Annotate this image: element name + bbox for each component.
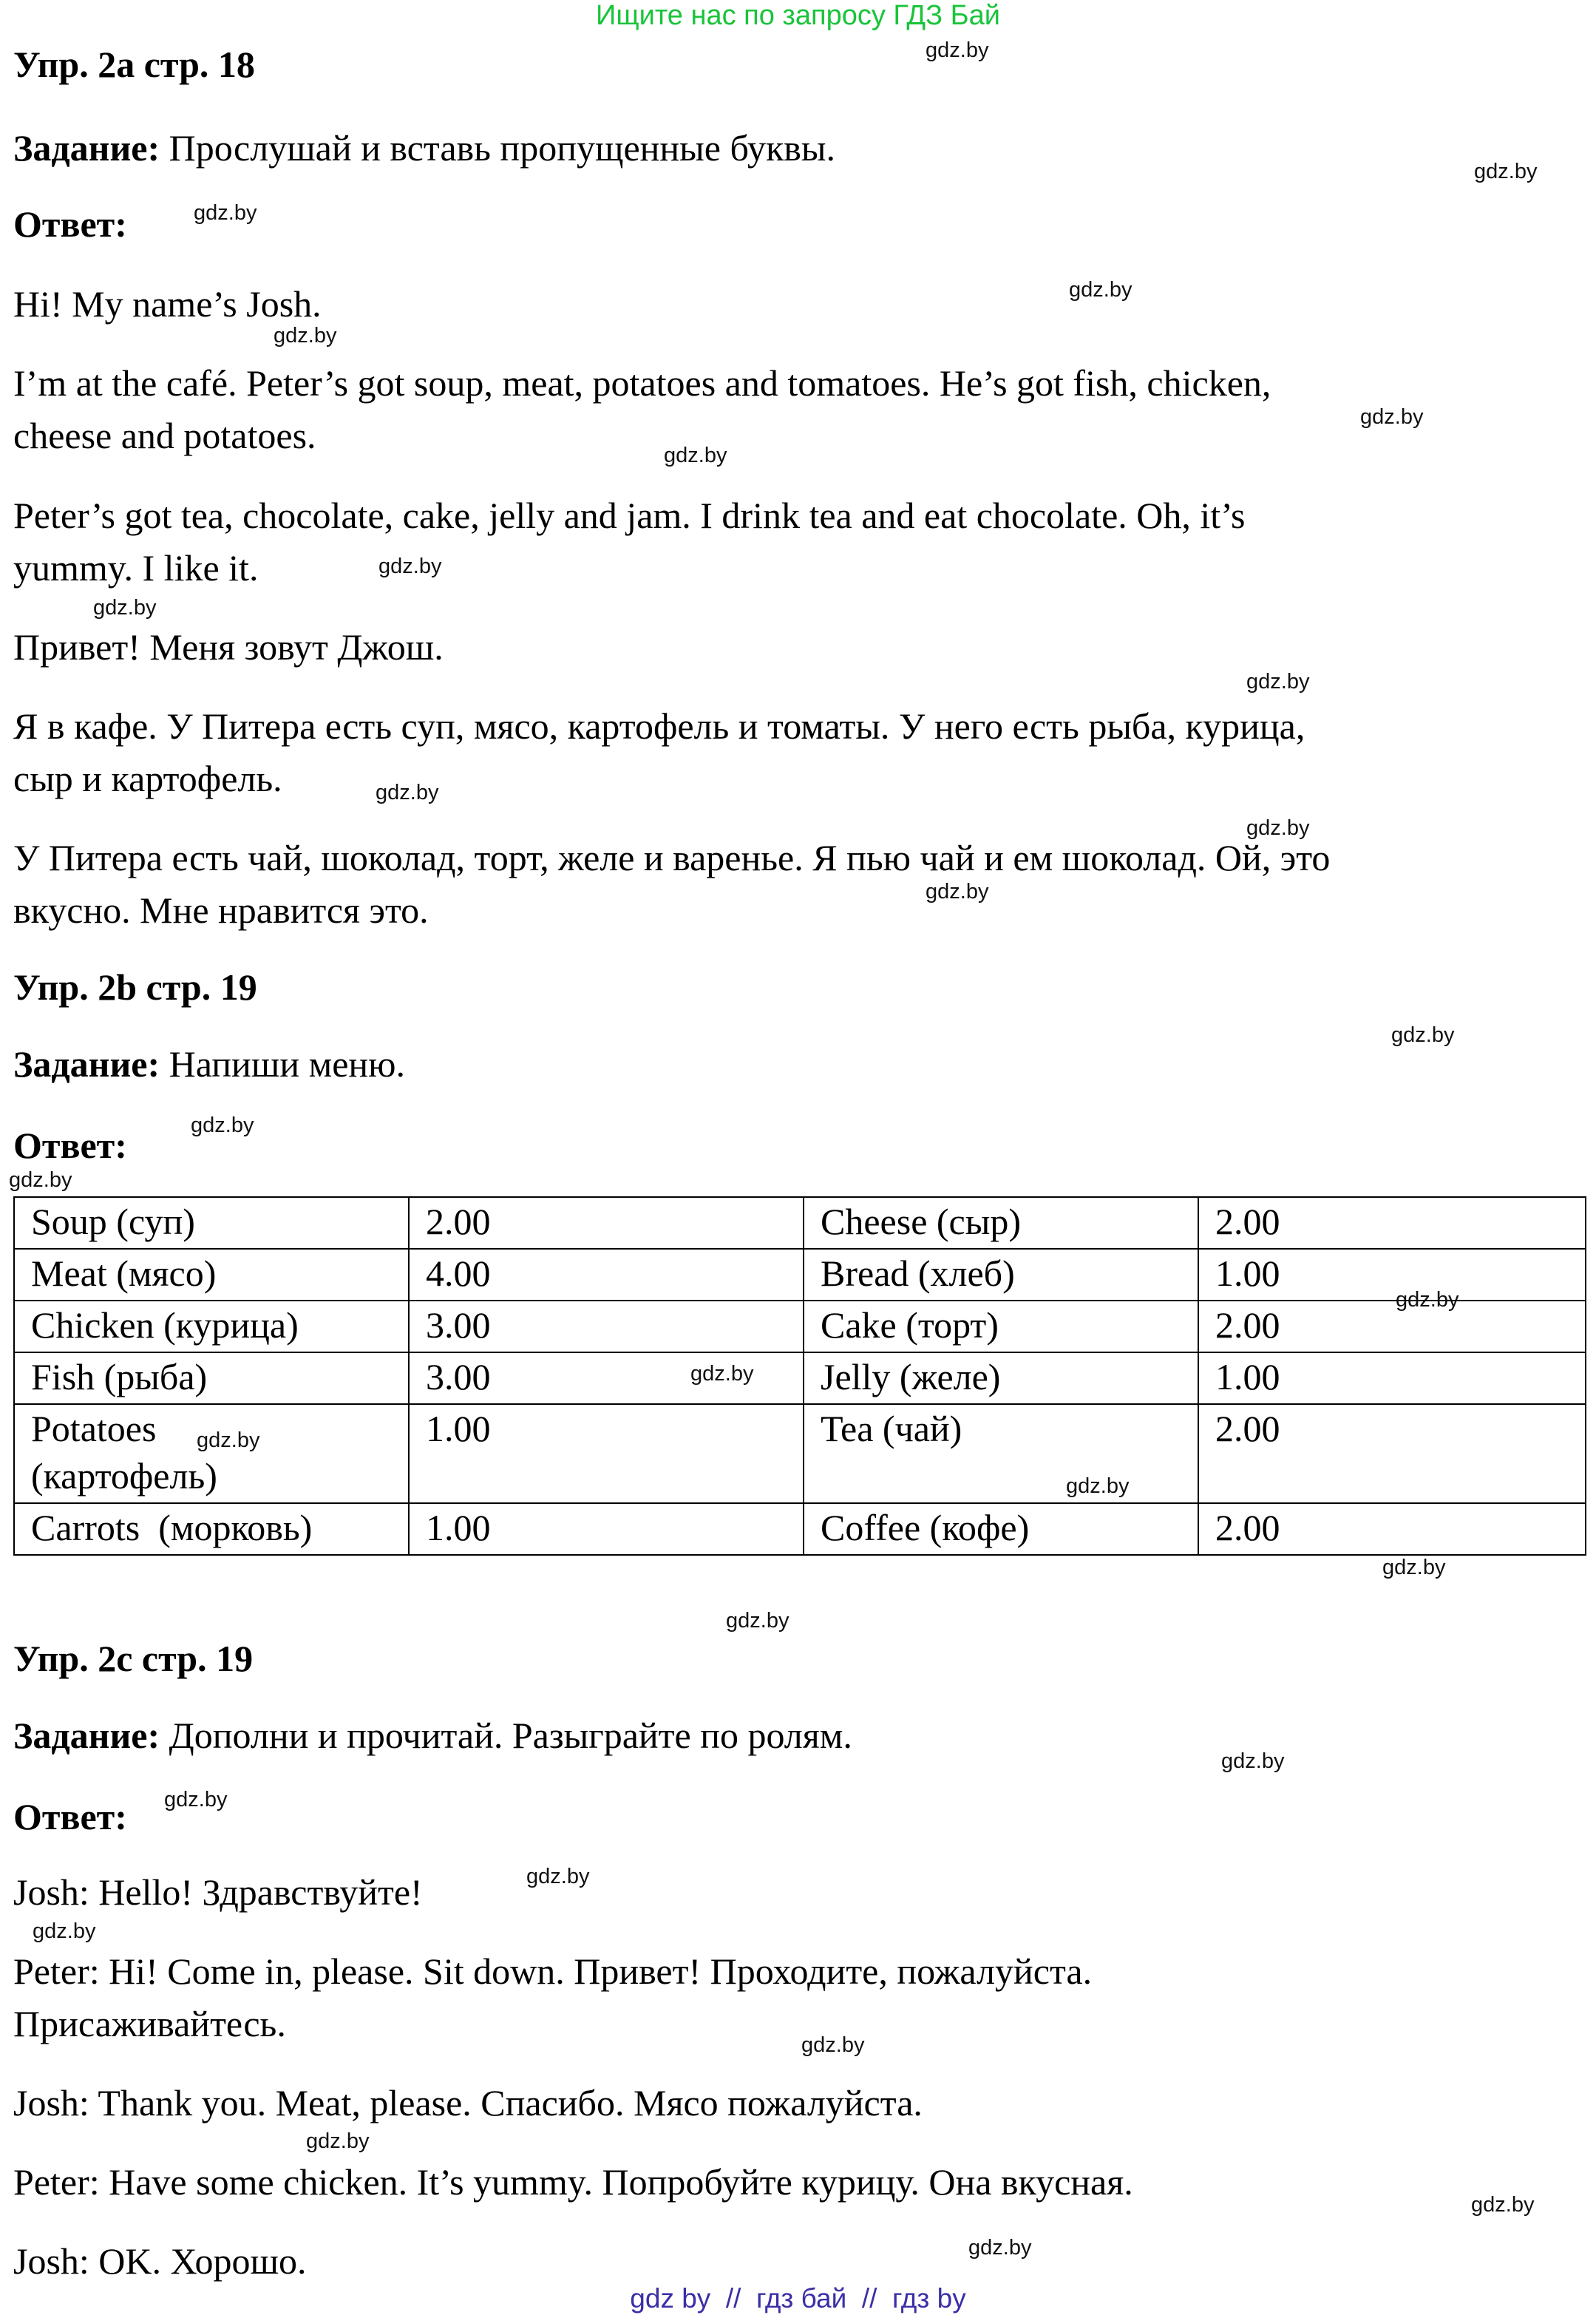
task-label: Задание: — [13, 1043, 160, 1085]
watermark-text: gdz.by — [926, 880, 989, 904]
table-cell — [14, 1404, 409, 1503]
table-row — [14, 1301, 1586, 1352]
text-line: cheese and potatoes. — [13, 415, 316, 456]
menu-table — [13, 1196, 1586, 1556]
table-cell: Carrots (морковь) — [14, 1503, 409, 1555]
table-cell: 1.00 — [1198, 1249, 1586, 1301]
table-row — [14, 1404, 1586, 1503]
dialogue-line: Josh: Hello! Здравствуйте! — [13, 1871, 423, 1913]
table-cell: 2.00 — [1198, 1503, 1586, 1555]
text-line: Peter’s got tea, chocolate, cake, jelly and jam. I drink tea and eat chocolate. Oh, it’s — [13, 495, 1246, 536]
table-row — [14, 1352, 1586, 1404]
watermark-text: gdz.by — [9, 1168, 72, 1192]
exercise-2c-title: Упр. 2c стр. 19 — [13, 1638, 254, 1679]
table-cell: 4.00 — [409, 1249, 804, 1301]
task-text: Напиши меню. — [160, 1043, 406, 1085]
table-row — [14, 1197, 1586, 1249]
exercise-2b-task — [13, 1037, 405, 1091]
table-cell: 3.00 — [409, 1352, 804, 1404]
text-line: Привет! Меня зовут Джош. — [13, 626, 444, 668]
watermark-text: gdz.by — [1246, 670, 1310, 694]
watermark-text: gdz.by — [197, 1428, 260, 1452]
watermark-text: gdz.by — [194, 201, 257, 225]
table-cell: 1.00 — [409, 1503, 804, 1555]
watermark-text: gdz.by — [1471, 2193, 1535, 2217]
exercise-2a-title: Упр. 2a стр. 18 — [13, 44, 255, 85]
task-label: Задание: — [13, 1715, 160, 1756]
top-banner: Ищите нас по запросу ГДЗ Бай — [596, 0, 1000, 31]
exercise-2b-title: Упр. 2b стр. 19 — [13, 966, 257, 1008]
watermark-text: gdz.by — [690, 1362, 754, 1386]
exercise-2a-task — [13, 121, 835, 174]
watermark-text: gdz.by — [274, 324, 337, 348]
watermark-text: gdz.by — [1069, 278, 1133, 302]
table-cell: 2.00 — [1198, 1197, 1586, 1249]
footer-link-gdz-bai[interactable]: гдз бай — [756, 2283, 847, 2314]
watermark-text: gdz.by — [376, 781, 439, 804]
table-cell: Cake (торт) — [804, 1301, 1198, 1352]
table-cell: 2.00 — [409, 1197, 804, 1249]
text-line: вкусно. Мне нравится это. — [13, 889, 429, 931]
watermark-text: gdz.by — [33, 1919, 96, 1943]
watermark-text: gdz.by — [801, 2033, 865, 2057]
table-cell: 1.00 — [409, 1404, 804, 1503]
table-cell: 2.00 — [1198, 1404, 1586, 1503]
watermark-text: gdz.by — [1066, 1474, 1130, 1498]
watermark-text: gdz.by — [378, 555, 442, 578]
dialogue-line: Peter: Have some chicken. It’s yummy. Попробуйте курицу. Она вкусная. — [13, 2161, 1133, 2203]
text-line: yummy. I like it. — [13, 547, 259, 589]
table-cell: Coffee (кофе) — [804, 1503, 1198, 1555]
footer-link-gdz-by[interactable]: gdz by — [630, 2283, 711, 2314]
table-cell: Jelly (желе) — [804, 1352, 1198, 1404]
footer-links — [0, 2283, 1596, 2314]
dialogue-line: Josh: Thank you. Meat, please. Спасибо. Мясо пожалуйста. — [13, 2082, 923, 2124]
table-cell: Chicken (курица) — [14, 1301, 409, 1352]
text-line: Я в кафе. У Питера есть суп, мясо, картофель и томаты. У него есть рыба, курица, — [13, 705, 1305, 747]
watermark-text: gdz.by — [306, 2129, 370, 2153]
table-cell: Soup (суп) — [14, 1197, 409, 1249]
table-cell: Fish (рыба) — [14, 1352, 409, 1404]
footer-separator: // — [710, 2283, 756, 2314]
task-label: Задание: — [13, 127, 160, 169]
text-line: У Питера есть чай, шоколад, торт, желе и варенье. Я пью чай и ем шоколад. Ой, это — [13, 837, 1331, 878]
watermark-text: gdz.by — [968, 2236, 1032, 2260]
watermark-text: gdz.by — [1474, 160, 1538, 183]
watermark-text: gdz.by — [93, 596, 157, 620]
watermark-text: gdz.by — [664, 444, 727, 467]
footer-link-gdz-by-cyr[interactable]: гдз by — [892, 2283, 966, 2314]
cell-line: (картофель) — [31, 1455, 217, 1497]
task-text: Прослушай и вставь пропущенные буквы. — [160, 127, 835, 169]
exercise-2b-answer-label: Ответ: — [13, 1125, 127, 1166]
watermark-text: gdz.by — [726, 1609, 789, 1633]
table-cell: 1.00 — [1198, 1352, 1586, 1404]
watermark-text: gdz.by — [1246, 816, 1310, 840]
table-row — [14, 1249, 1586, 1301]
watermark-text: gdz.by — [526, 1865, 590, 1888]
watermark-text: gdz.by — [164, 1788, 228, 1811]
table-row — [14, 1503, 1586, 1555]
watermark-text: gdz.by — [1221, 1749, 1285, 1773]
table-cell: Cheese (сыр) — [804, 1197, 1198, 1249]
watermark-text: gdz.by — [1360, 405, 1424, 429]
exercise-2c-task — [13, 1709, 852, 1762]
cell-line: Potatoes — [31, 1408, 157, 1449]
watermark-text: gdz.by — [926, 38, 989, 62]
text-line: сыр и картофель. — [13, 758, 282, 799]
watermark-text: gdz.by — [191, 1114, 254, 1137]
text-line: I’m at the café. Peter’s got soup, meat, potatoes and tomatoes. He’s got fish, chicken, — [13, 362, 1271, 404]
exercise-2a-answer-label: Ответ: — [13, 203, 127, 245]
table-cell: 3.00 — [409, 1301, 804, 1352]
watermark-text: gdz.by — [1382, 1556, 1446, 1579]
dialogue-line: Peter: Hi! Come in, please. Sit down. Привет! Проходите, пожалуйста. — [13, 1950, 1093, 1992]
watermark-text: gdz.by — [1391, 1023, 1455, 1047]
dialogue-line: Присаживайтесь. — [13, 2003, 286, 2044]
task-text: Дополни и прочитай. Разыграйте по ролям. — [160, 1715, 852, 1756]
footer-separator: // — [846, 2283, 892, 2314]
table-cell: 2.00 — [1198, 1301, 1586, 1352]
table-cell: Meat (мясо) — [14, 1249, 409, 1301]
exercise-2c-answer-label: Ответ: — [13, 1796, 127, 1837]
watermark-text: gdz.by — [1396, 1288, 1459, 1312]
table-cell: Tea (чай) — [804, 1404, 1198, 1503]
dialogue-line: Josh: OK. Хорошо. — [13, 2240, 307, 2282]
table-cell: Bread (хлеб) — [804, 1249, 1198, 1301]
text-line: Hi! My name’s Josh. — [13, 283, 322, 325]
